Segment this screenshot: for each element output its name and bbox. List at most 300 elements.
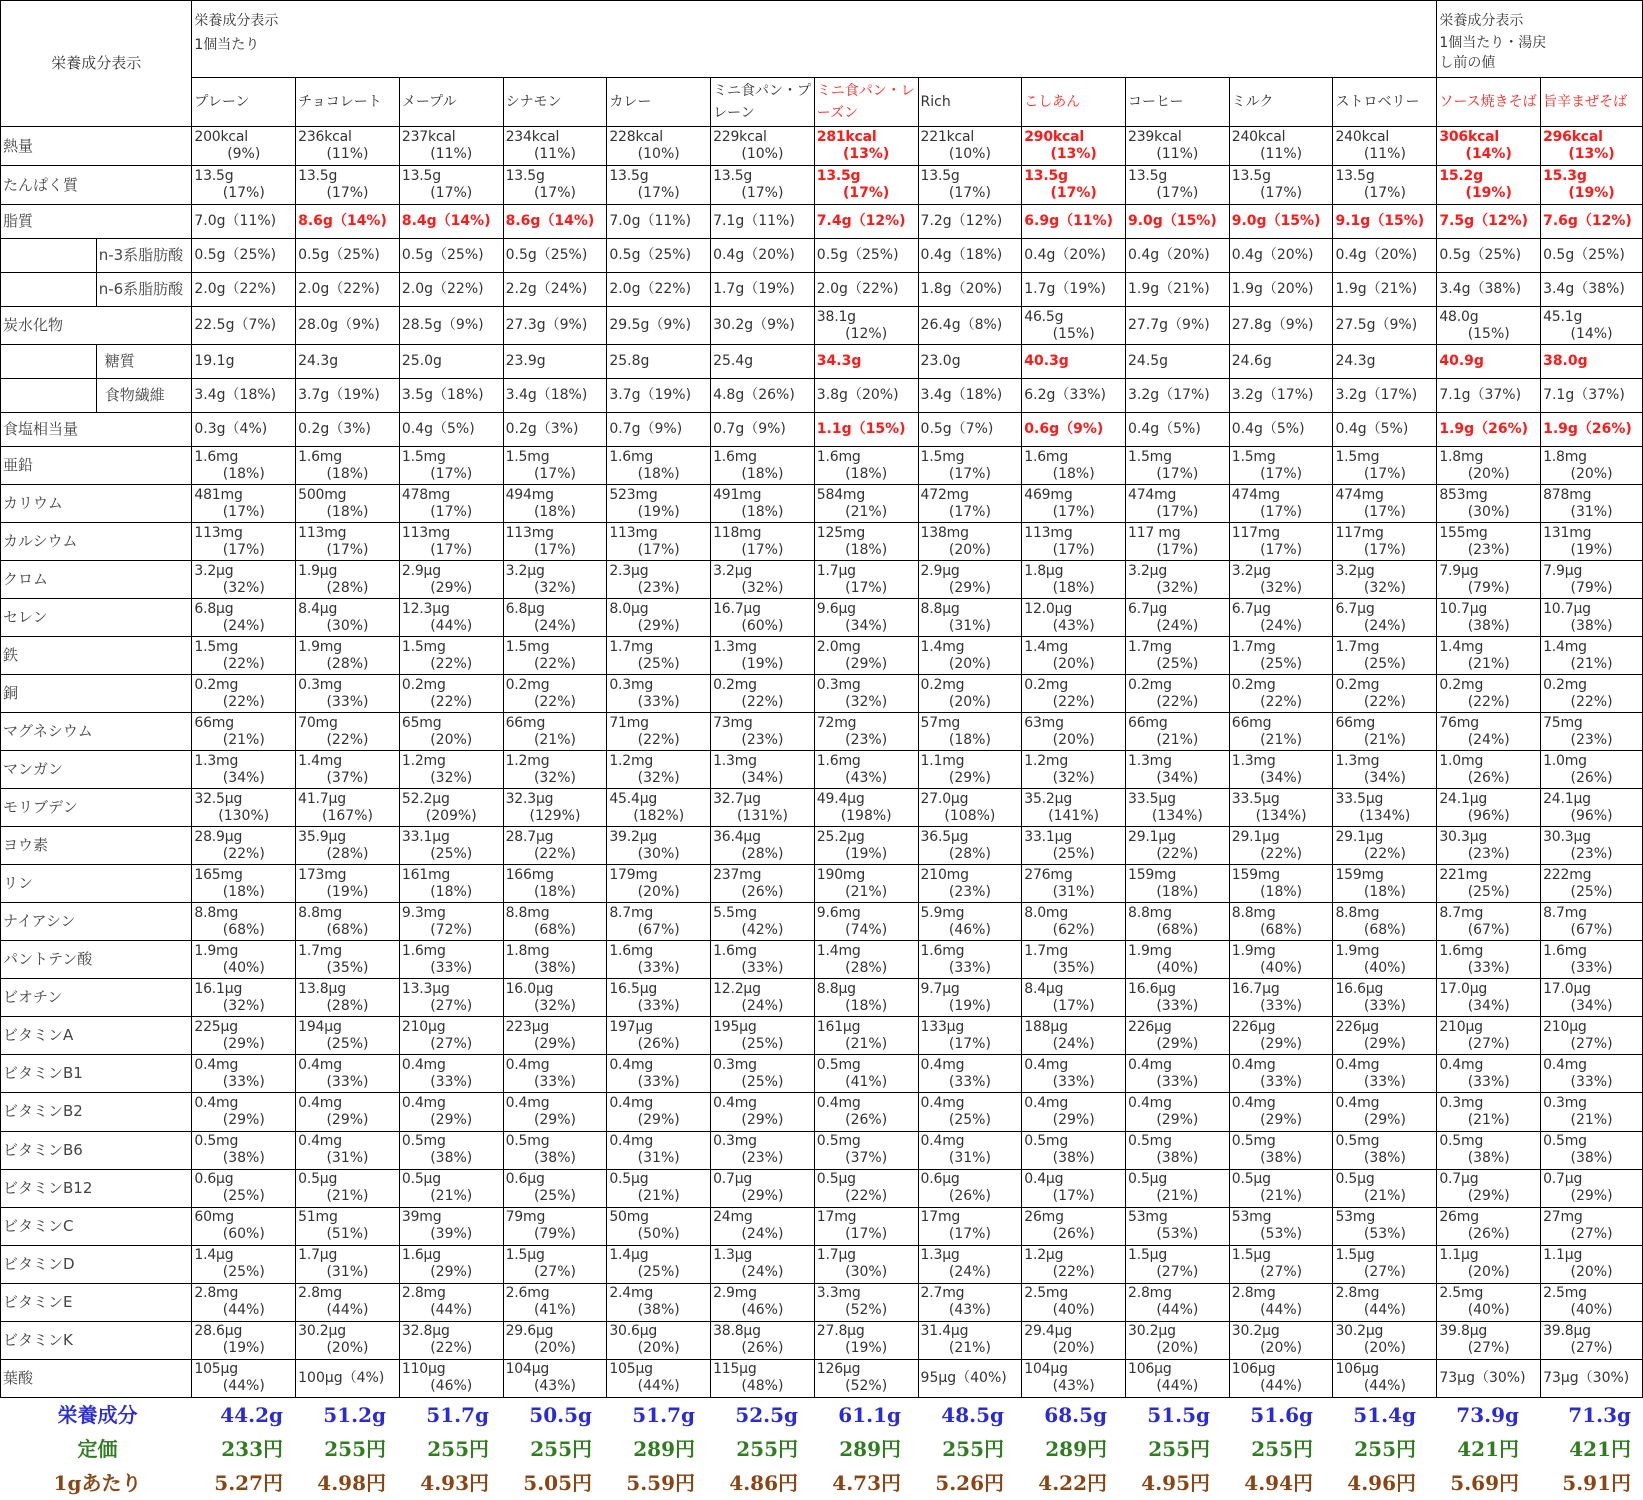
- nutrient-label: マグネシウム: [1, 713, 192, 751]
- value-cell: [1437, 166, 1541, 205]
- nutrient-amount: 0.4mg: [194, 1094, 239, 1111]
- nutrient-percent: (17%): [948, 465, 991, 482]
- product-column-header: ストロベリー: [1333, 78, 1437, 127]
- nutrient-value: 7.5g（12%): [1439, 213, 1529, 230]
- value-cell: [918, 205, 1022, 239]
- nutrient-value: 3.4g（38%): [1439, 281, 1522, 298]
- value-cell: [399, 941, 503, 979]
- value-cell: [1541, 1055, 1643, 1093]
- nutrient-percent: (21%): [948, 1340, 991, 1357]
- nutrient-amount: 0.4mg: [920, 1056, 965, 1073]
- value-cell: [1541, 713, 1643, 751]
- summary-value: 5.26円: [935, 1471, 1004, 1495]
- nutrient-percent: (38%): [1570, 1150, 1613, 1166]
- value-cell: [1229, 1131, 1333, 1169]
- value-cell: [814, 273, 918, 307]
- nutrient-percent: (17%): [845, 1226, 888, 1243]
- nutrient-amount: 1.6mg: [920, 942, 965, 959]
- summary-value: 289円: [1045, 1437, 1107, 1461]
- nutrient-amount: 474mg: [1231, 486, 1280, 503]
- nutrient-percent: (28%): [948, 845, 991, 862]
- value-cell: [711, 239, 815, 273]
- nutrient-percent: (53%): [1260, 1226, 1303, 1243]
- value-cell: [607, 637, 711, 675]
- value-cell: [1022, 1321, 1126, 1359]
- value-cell: [1541, 1093, 1643, 1131]
- nutrient-amount: 0.5μg: [1231, 1171, 1271, 1188]
- nutrient-amount: 226μg: [1128, 1018, 1172, 1035]
- nutrient-amount: 8.7mg: [1439, 904, 1484, 921]
- value-cell: [1126, 239, 1230, 273]
- value-cell: [1126, 447, 1230, 485]
- nutrient-percent: (21%): [1467, 655, 1510, 672]
- nutrient-value: 0.7g（9%): [609, 421, 683, 438]
- nutrient-percent: (19%): [637, 503, 680, 520]
- value-cell: [1333, 1017, 1437, 1055]
- nutrient-amount: 1.6mg: [713, 448, 757, 465]
- nutrient-amount: 0.4mg: [609, 1056, 654, 1073]
- nutrient-amount: 0.2mg: [1128, 676, 1172, 693]
- nutrient-amount: 474mg: [1335, 486, 1384, 503]
- nutrient-label: ビタミンB1: [1, 1055, 192, 1093]
- nutrient-amount: 32.7μg: [713, 790, 761, 807]
- table-row: [1, 561, 1643, 599]
- nutrient-amount: 3.3mg: [816, 1285, 861, 1302]
- value-cell: [607, 166, 711, 205]
- summary-value: 73.9g: [1456, 1403, 1519, 1427]
- nutrient-value: 34.3g: [816, 353, 862, 370]
- nutrient-percent: (33%): [1260, 997, 1303, 1014]
- nutrient-percent: (23%): [741, 1150, 784, 1166]
- value-cell: [399, 713, 503, 751]
- nutrient-amount: 0.7μg: [1543, 1171, 1583, 1188]
- nutrient-amount: 117 mg: [1128, 524, 1181, 541]
- nutrient-value: 3.4g（18%): [194, 387, 277, 404]
- table-row: [1, 1093, 1643, 1131]
- value-cell: [296, 1283, 400, 1321]
- value-cell: [607, 307, 711, 345]
- nutrient-percent: (18%): [1052, 465, 1095, 482]
- nutrient-percent: (10%): [741, 146, 784, 163]
- nutrient-percent: (10%): [948, 146, 991, 163]
- value-cell: [296, 1093, 400, 1131]
- nutrient-value: 0.4g（5%): [401, 421, 475, 438]
- value-cell: [711, 1245, 815, 1283]
- nutrient-percent: (131%): [736, 807, 788, 824]
- nutrient-amount: 166mg: [505, 866, 554, 883]
- corner-header: 栄養成分表示: [1, 1, 192, 127]
- table-row: [1, 166, 1643, 205]
- nutrient-percent: (18%): [326, 503, 369, 520]
- value-cell: [503, 941, 607, 979]
- nutrient-amount: 32.5μg: [194, 790, 243, 807]
- nutrient-value: 7.0g（11%): [194, 213, 277, 230]
- nutrient-amount: 0.5mg: [194, 1133, 239, 1149]
- nutrient-amount: 1.3mg: [713, 638, 757, 655]
- value-cell: [1229, 447, 1333, 485]
- value-cell: [1126, 485, 1230, 523]
- nutrient-percent: (18%): [741, 503, 784, 520]
- value-cell: [503, 1131, 607, 1169]
- nutrient-percent: (13%): [1568, 146, 1615, 163]
- value-cell: [1229, 166, 1333, 205]
- nutrient-percent: (32%): [845, 693, 888, 710]
- nutrient-value: 0.4g（5%): [1128, 421, 1201, 438]
- value-cell: [814, 166, 918, 205]
- nutrient-percent: (19%): [1568, 185, 1615, 202]
- nutrient-value: 40.9g: [1439, 353, 1484, 370]
- nutrient-percent: (17%): [1363, 503, 1406, 520]
- summary-value: 4.98円: [317, 1471, 386, 1495]
- nutrient-amount: 1.4μg: [609, 1247, 649, 1264]
- nutrient-value: 3.2g（17%): [1231, 387, 1314, 404]
- nutrient-percent: (17%): [1052, 541, 1095, 558]
- value-cell: [1333, 379, 1437, 413]
- nutrient-value: 26.4g（8%): [920, 317, 1003, 334]
- nutrient-percent: (17%): [741, 541, 784, 558]
- value-cell: [296, 1245, 400, 1283]
- value-cell: [1437, 413, 1541, 447]
- value-cell: [503, 1017, 607, 1055]
- nutrient-amount: 226μg: [1335, 1018, 1379, 1035]
- nutrient-percent: (17%): [326, 541, 369, 558]
- value-cell: [1229, 413, 1333, 447]
- nutrient-percent: (40%): [1363, 959, 1406, 976]
- value-cell: [814, 751, 918, 789]
- summary-value: 51.7g: [426, 1403, 489, 1427]
- nutrient-percent: (38%): [1467, 1150, 1510, 1166]
- nutrient-percent: (17%): [222, 503, 265, 520]
- summary-value: 4.93円: [420, 1471, 489, 1495]
- nutrient-percent: (25%): [741, 1035, 784, 1052]
- value-cell: [1022, 1245, 1126, 1283]
- nutrient-percent: (25%): [222, 1188, 265, 1205]
- summary-value: 51.7g: [632, 1403, 695, 1427]
- nutrient-amount: 29.4μg: [1024, 1323, 1073, 1340]
- nutrient-percent: (17%): [1052, 997, 1095, 1014]
- nutrient-value: 7.1g（11%): [713, 213, 795, 230]
- value-cell: [711, 166, 815, 205]
- nutrient-amount: 12.2μg: [713, 980, 761, 997]
- value-cell: [296, 273, 400, 307]
- nutrient-percent: (34%): [845, 617, 888, 634]
- nutrient-amount: 131mg: [1543, 524, 1592, 541]
- nutrient-label: ビタミンK: [1, 1321, 192, 1359]
- value-cell: [814, 205, 918, 239]
- nutrient-percent: (24%): [1156, 617, 1199, 634]
- nutrient-percent: (18%): [222, 883, 265, 900]
- nutrient-value: 2.0g（22%): [298, 281, 380, 298]
- value-cell: [1541, 675, 1643, 713]
- table-row: [1, 1131, 1643, 1169]
- value-cell: [503, 561, 607, 599]
- value-cell: [814, 941, 918, 979]
- nutrient-amount: 2.5mg: [1024, 1285, 1069, 1302]
- value-cell: [296, 865, 400, 903]
- nutrient-amount: 8.7mg: [609, 904, 654, 921]
- table-row: [1, 1359, 1643, 1397]
- nutrient-percent: (20%): [1052, 731, 1095, 748]
- nutrient-percent: (25%): [637, 1264, 680, 1281]
- nutrient-amount: 210mg: [920, 866, 969, 883]
- nutrient-amount: 3.2μg: [1335, 562, 1375, 579]
- nutrient-label: リン: [1, 865, 192, 903]
- value-cell: [1229, 675, 1333, 713]
- nutrient-amount: 51mg: [298, 1209, 338, 1226]
- nutrient-amount: 30.2μg: [298, 1323, 346, 1340]
- nutrient-amount: 17.0μg: [1543, 980, 1591, 997]
- value-cell: [296, 413, 400, 447]
- value-cell: [503, 166, 607, 205]
- nutrient-percent: (27%): [430, 1035, 473, 1052]
- nutrient-percent: (40%): [1156, 959, 1199, 976]
- nutrient-percent: (67%): [1570, 921, 1613, 938]
- nutrient-percent: (22%): [1052, 1264, 1095, 1281]
- nutrient-percent: (26%): [1052, 1226, 1095, 1243]
- value-cell: [1022, 485, 1126, 523]
- nutrient-percent: (17%): [843, 185, 890, 202]
- value-cell: [1022, 127, 1126, 166]
- value-cell: [192, 166, 296, 205]
- nutrient-percent: (60%): [741, 617, 784, 634]
- value-cell: [607, 789, 711, 827]
- value-cell: [296, 903, 400, 941]
- nutrient-percent: (30%): [845, 1264, 888, 1281]
- nutrient-amount: 106μg: [1231, 1361, 1276, 1378]
- nutrient-amount: 10.7μg: [1439, 600, 1488, 617]
- nutrient-percent: (30%): [326, 617, 369, 634]
- value-cell: [1541, 307, 1643, 345]
- value-cell: [607, 379, 711, 413]
- nutrient-percent: (22%): [1467, 693, 1510, 710]
- nutrient-amount: 30.6μg: [609, 1323, 658, 1340]
- nutrient-percent: (29%): [222, 1035, 265, 1052]
- nutrient-label: クロム: [1, 561, 192, 599]
- nutrient-amount: 0.2mg: [1335, 676, 1380, 693]
- nutrient-label: 食塩相当量: [1, 413, 192, 447]
- value-cell: [1437, 1017, 1541, 1055]
- value-cell: [918, 1359, 1022, 1397]
- value-cell: [1333, 523, 1437, 561]
- nutrient-percent: (33%): [1570, 1073, 1613, 1090]
- nutrient-percent: (32%): [222, 997, 265, 1014]
- nutrient-amount: 165mg: [194, 866, 243, 883]
- nutrient-percent: (21%): [1156, 731, 1199, 748]
- nutrient-value: 9.0g（15%): [1128, 213, 1217, 230]
- nutrient-percent: (17%): [222, 541, 265, 558]
- nutrient-amount: 2.5mg: [1439, 1285, 1484, 1302]
- nutrient-percent: (33%): [637, 1073, 680, 1090]
- nutrient-amount: 0.4mg: [1128, 1094, 1172, 1111]
- value-cell: [399, 675, 503, 713]
- nutrient-value: 0.5g（25%): [401, 247, 484, 264]
- value-cell: [711, 675, 815, 713]
- nutrient-amount: 1.2mg: [505, 752, 550, 769]
- value-cell: [918, 485, 1022, 523]
- value-cell: [503, 675, 607, 713]
- value-cell: [1437, 1245, 1541, 1283]
- nutrient-percent: (27%): [1570, 1226, 1613, 1243]
- nutrient-amount: 237kcal: [401, 129, 456, 146]
- value-cell: [1333, 675, 1437, 713]
- value-cell: [1437, 789, 1541, 827]
- nutrient-amount: 36.5μg: [920, 828, 969, 845]
- nutrient-amount: 5.9mg: [920, 904, 965, 921]
- value-cell: [814, 1093, 918, 1131]
- value-cell: [1229, 485, 1333, 523]
- nutrient-amount: 113mg: [298, 524, 347, 541]
- value-cell: [918, 1169, 1022, 1207]
- nutrient-percent: (43%): [1052, 1378, 1095, 1395]
- nutrient-value: 0.6g（9%): [1024, 421, 1104, 438]
- value-cell: [1437, 713, 1541, 751]
- nutrient-value: 0.5g（25%): [816, 247, 899, 264]
- nutrient-amount: 0.4mg: [505, 1094, 550, 1111]
- nutrient-amount: 26mg: [1024, 1209, 1064, 1226]
- nutrient-percent: (134%): [1255, 807, 1307, 824]
- nutrient-percent: (24%): [1363, 617, 1406, 634]
- nutrient-percent: (31%): [1570, 503, 1613, 520]
- table-row: [1, 827, 1643, 865]
- nutrient-amount: 2.8mg: [194, 1285, 239, 1302]
- nutrient-percent: (19%): [1570, 541, 1613, 558]
- nutrient-amount: 0.5μg: [298, 1171, 338, 1188]
- value-cell: [918, 1017, 1022, 1055]
- value-cell: [1229, 379, 1333, 413]
- nutrient-amount: 72mg: [816, 714, 857, 731]
- value-cell: [1126, 1093, 1230, 1131]
- value-cell: [1126, 751, 1230, 789]
- table-row: [1, 865, 1643, 903]
- nutrient-amount: 0.2mg: [505, 676, 550, 693]
- nutrient-amount: 52.2μg: [401, 790, 450, 807]
- nutrient-percent: (34%): [1570, 997, 1613, 1014]
- summary-value: 4.94円: [1244, 1471, 1313, 1495]
- indent-spacer: [1, 345, 97, 379]
- nutrient-percent: (29%): [845, 655, 888, 672]
- nutrient-percent: (27%): [1570, 1035, 1613, 1052]
- nutrient-amount: 16.6μg: [1335, 980, 1384, 997]
- value-cell: [1437, 379, 1541, 413]
- value-cell: [1541, 1207, 1643, 1245]
- value-cell: [192, 789, 296, 827]
- nutrient-percent: (27%): [1570, 1340, 1613, 1357]
- nutrient-amount: 1.7mg: [609, 638, 654, 655]
- nutrient-percent: (108%): [944, 807, 996, 824]
- nutrient-label: ビオチン: [1, 979, 192, 1017]
- nutrient-label: モリブデン: [1, 789, 192, 827]
- nutrient-amount: 8.0mg: [1024, 904, 1069, 921]
- value-cell: [192, 903, 296, 941]
- nutrient-percent: (13%): [843, 146, 890, 163]
- value-cell: [918, 1131, 1022, 1169]
- nutrient-value: 0.4g（5%): [1335, 421, 1409, 438]
- nutrient-amount: 104μg: [1024, 1361, 1068, 1378]
- nutrient-percent: (33%): [430, 959, 473, 976]
- value-cell: [296, 1207, 400, 1245]
- value-cell: [607, 1283, 711, 1321]
- value-cell: [607, 599, 711, 637]
- nutrient-percent: (15%): [1467, 325, 1510, 342]
- value-cell: [503, 127, 607, 166]
- nutrient-percent: (17%): [637, 185, 680, 202]
- value-cell: [296, 523, 400, 561]
- nutrient-percent: (29%): [741, 1188, 784, 1205]
- nutrient-value: 3.8g（20%): [816, 387, 899, 404]
- value-cell: [1437, 561, 1541, 599]
- nutrient-amount: 0.3mg: [816, 676, 861, 693]
- nutrient-percent: (44%): [1156, 1302, 1199, 1319]
- value-cell: [711, 865, 815, 903]
- value-cell: [1333, 941, 1437, 979]
- value-cell: [399, 751, 503, 789]
- nutrient-percent: (32%): [222, 579, 265, 596]
- value-cell: [918, 789, 1022, 827]
- value-cell: [1126, 273, 1230, 307]
- nutrient-amount: 276mg: [1024, 866, 1073, 883]
- nutrient-amount: 13.5g: [816, 168, 861, 185]
- value-cell: [1022, 751, 1126, 789]
- nutrient-percent: (23%): [1570, 845, 1613, 862]
- nutrient-label: 熱量: [1, 127, 192, 166]
- value-cell: [711, 127, 815, 166]
- nutrient-percent: (68%): [1260, 921, 1303, 938]
- nutrient-label: マンガン: [1, 751, 192, 789]
- nutrient-percent: (19%): [845, 845, 888, 862]
- nutrient-amount: 0.2mg: [1231, 676, 1276, 693]
- summary-label: 栄養成分: [57, 1403, 138, 1427]
- value-cell: [918, 523, 1022, 561]
- nutrient-amount: 1.1μg: [1439, 1247, 1479, 1264]
- nutrient-amount: 27mg: [1543, 1209, 1583, 1226]
- nutrient-percent: (29%): [1260, 1035, 1303, 1052]
- nutrient-percent: (29%): [326, 1111, 369, 1128]
- value-cell: [1229, 865, 1333, 903]
- nutrient-percent: (18%): [1260, 883, 1303, 900]
- nutrient-percent: (32%): [533, 769, 576, 786]
- nutrient-percent: (20%): [1156, 1340, 1199, 1357]
- nutrient-percent: (13%): [1050, 146, 1097, 163]
- nutrient-percent: (25%): [1260, 655, 1303, 672]
- value-cell: [711, 1169, 815, 1207]
- nutrient-amount: 50mg: [609, 1209, 649, 1226]
- nutrient-amount: 1.7μg: [816, 562, 856, 579]
- nutrient-amount: 27.8μg: [816, 1323, 865, 1340]
- nutrient-percent: (33%): [222, 1073, 265, 1090]
- nutrient-amount: 45.4μg: [609, 790, 658, 807]
- nutrient-percent: (21%): [222, 731, 265, 748]
- nutrient-percent: (38%): [1363, 1150, 1406, 1166]
- nutrient-amount: 8.7mg: [1543, 904, 1587, 921]
- nutrient-value: 3.4g（18%): [505, 387, 588, 404]
- value-cell: [192, 273, 296, 307]
- value-cell: [607, 413, 711, 447]
- nutrient-percent: (21%): [637, 1188, 680, 1205]
- value-cell: [1541, 979, 1643, 1017]
- summary-value: 68.5g: [1044, 1403, 1107, 1427]
- value-cell: [1541, 561, 1643, 599]
- nutrient-value: 0.4g（18%): [920, 247, 1003, 264]
- nutrient-percent: (96%): [1570, 807, 1613, 824]
- nutrient-amount: 45.1g: [1543, 308, 1583, 325]
- value-cell: [1541, 379, 1643, 413]
- summary-value: 51.4g: [1353, 1403, 1416, 1427]
- value-cell: [711, 941, 815, 979]
- nutrient-amount: 240kcal: [1231, 129, 1286, 146]
- value-cell: [607, 1245, 711, 1283]
- value-cell: [1541, 1131, 1643, 1169]
- table-row: [1, 1283, 1643, 1321]
